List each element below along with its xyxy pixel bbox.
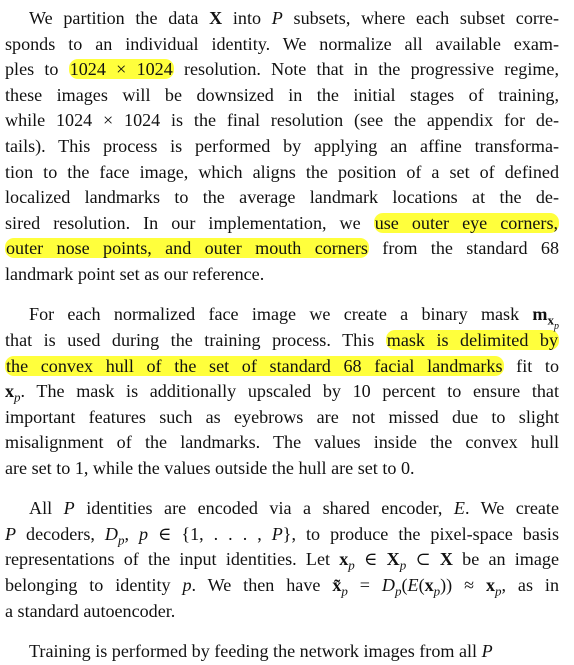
text-line bbox=[5, 211, 559, 237]
text-line bbox=[5, 83, 559, 109]
text-line bbox=[5, 302, 559, 332]
text-line bbox=[5, 262, 559, 288]
text-run: For each normalized face image we create a binary mask bbox=[29, 304, 533, 325]
text-run: from the standard 68 bbox=[368, 238, 559, 259]
text-run: We partition the data bbox=[29, 8, 210, 28]
text-run: . The mask is additionally upscaled by 10 percent to ensure that bbox=[20, 381, 559, 402]
math-symbol: x bbox=[485, 575, 495, 596]
math-symbol: D bbox=[381, 575, 395, 596]
text-run: fit to bbox=[503, 355, 559, 376]
text-run: All bbox=[29, 498, 64, 519]
paper-page bbox=[5, 6, 559, 665]
text-line bbox=[5, 57, 559, 83]
text-run: }, to produce the pixel-space basis bbox=[282, 523, 559, 544]
text-run: identities are encoded via a shared encoder, bbox=[74, 498, 454, 519]
text-line bbox=[5, 354, 559, 380]
text-run: localized landmarks to the average landmark locations at the de- bbox=[5, 187, 559, 208]
math-symbol: p bbox=[138, 523, 149, 544]
math-subscript: p bbox=[399, 558, 407, 574]
text-line bbox=[5, 185, 559, 211]
text-line bbox=[5, 599, 559, 625]
text-run: , bbox=[124, 523, 139, 544]
math-symbol: X bbox=[386, 549, 400, 570]
text-run: landmark point set as our reference. bbox=[5, 263, 265, 284]
math-subscript: p bbox=[554, 320, 559, 332]
math-subscript: p bbox=[117, 532, 125, 548]
math-symbol: x bbox=[339, 549, 349, 570]
text-run: . We create bbox=[464, 498, 559, 519]
text-run: ples to bbox=[5, 59, 69, 80]
text-run: these images will be downsized in the initial stages of training, bbox=[5, 84, 559, 105]
text-run: subsets, where each subset corre- bbox=[282, 8, 559, 28]
highlighted-text: use outer eye corners, bbox=[374, 212, 559, 233]
text-run: ⊂ bbox=[406, 549, 440, 570]
text-run: ( bbox=[418, 575, 425, 596]
highlighted-text: 1024 × 1024 bbox=[69, 59, 173, 80]
text-run: important features such as eyebrows are not missed due to slight bbox=[5, 406, 559, 427]
text-run: )) ≈ bbox=[440, 575, 486, 596]
text-line bbox=[5, 496, 559, 522]
math-symbol: p bbox=[182, 575, 192, 596]
text-run: ∈ bbox=[354, 549, 387, 570]
text-line bbox=[5, 160, 559, 186]
text-run: decoders, bbox=[16, 523, 105, 544]
text-line bbox=[5, 6, 559, 32]
text-line bbox=[5, 379, 559, 405]
paragraph-2 bbox=[5, 302, 559, 481]
math-subscript: p bbox=[348, 558, 355, 574]
math-subscript: x bbox=[547, 312, 554, 328]
highlighted-text: the convex hull of the set of standard 68 facial landmarks bbox=[6, 355, 503, 376]
text-run: sired resolution. In our implementation, we bbox=[5, 212, 374, 233]
highlighted-text: outer nose points, and outer mouth corners bbox=[6, 238, 368, 259]
math-symbol: P bbox=[271, 523, 283, 544]
math-symbol: E bbox=[453, 498, 465, 519]
text-run: representations of the input identities. Let bbox=[5, 549, 340, 570]
paragraph-3 bbox=[5, 496, 559, 624]
highlighted-text: mask is delimited by bbox=[386, 329, 558, 350]
text-run: a standard autoencoder. bbox=[5, 600, 176, 621]
math-symbol: E bbox=[407, 575, 419, 596]
math-subscript: p bbox=[341, 583, 348, 599]
text-line bbox=[5, 405, 559, 431]
text-line bbox=[5, 639, 559, 665]
text-run: ∈ {1, . . . , bbox=[148, 523, 272, 544]
text-run: = bbox=[347, 575, 382, 596]
text-run: ( bbox=[401, 575, 408, 596]
paragraph-1 bbox=[5, 6, 559, 288]
math-symbol: x bbox=[5, 381, 15, 402]
text-line bbox=[5, 430, 559, 456]
text-line bbox=[5, 328, 559, 354]
math-symbol: X bbox=[209, 8, 223, 28]
text-run: misalignment of the landmarks. The values inside the convex hull bbox=[5, 432, 559, 453]
math-symbol: m bbox=[532, 304, 548, 325]
text-line bbox=[5, 32, 559, 58]
text-run: tails). This process is performed by applying an affine transforma- bbox=[5, 135, 559, 156]
text-line bbox=[5, 547, 559, 573]
text-line bbox=[5, 108, 559, 134]
text-run: tion to the face image, which aligns the position of a set of defined bbox=[5, 161, 559, 182]
text-run: Training is performed by feeding the network images from all bbox=[29, 641, 482, 662]
text-line bbox=[5, 236, 559, 262]
math-symbol: P bbox=[271, 8, 283, 28]
text-run: into bbox=[222, 8, 272, 28]
math-symbol: P bbox=[63, 498, 75, 519]
math-symbol: P bbox=[5, 523, 17, 544]
text-run: be an image bbox=[452, 549, 559, 570]
math-subscript: p bbox=[394, 583, 402, 599]
math-symbol: X bbox=[439, 549, 453, 570]
math-subscript: p bbox=[433, 583, 441, 599]
math-symbol: D bbox=[104, 523, 118, 544]
math-subscript: p bbox=[495, 583, 502, 599]
text-run: resolution. Note that in the progressive regime, bbox=[173, 59, 559, 80]
text-line bbox=[5, 134, 559, 160]
text-run: are set to 1, while the values outside the hull are set to 0. bbox=[5, 457, 415, 478]
text-run: that is used during the training process. This bbox=[5, 329, 386, 350]
math-symbol: P bbox=[481, 641, 493, 662]
text-run: sponds to an individual identity. We normalize all available exam- bbox=[5, 33, 559, 54]
math-symbol: x̃ bbox=[332, 575, 342, 596]
math-symbol: x bbox=[424, 575, 434, 596]
text-run: while 1024 × 1024 is the final resolution (see the appendix for de- bbox=[5, 110, 559, 131]
text-line bbox=[5, 573, 559, 599]
text-run: belonging to identity bbox=[5, 575, 183, 596]
text-run: , as in bbox=[501, 575, 559, 596]
text-run: . We then have bbox=[191, 575, 333, 596]
paragraph-4 bbox=[5, 639, 559, 665]
text-line bbox=[5, 456, 559, 482]
math-subscript: p bbox=[14, 389, 21, 405]
text-line bbox=[5, 522, 559, 548]
